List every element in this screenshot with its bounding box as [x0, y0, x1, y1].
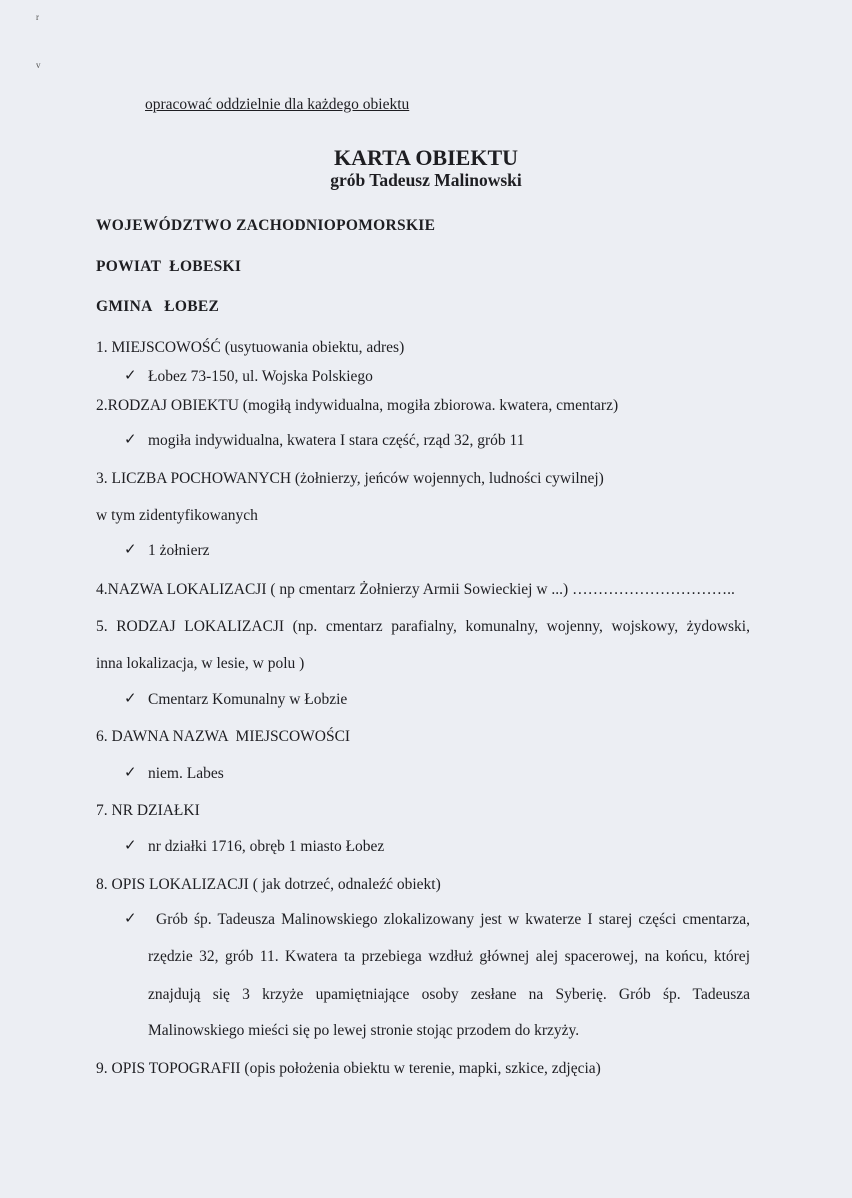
section-8-answer-line: znajdują się 3 krzyże upamiętniające osoby zesłane na Syberię. Grób śp. Tadeusza — [148, 986, 750, 1003]
section-4-label: 4.NAZWA LOKALIZACJI ( np cmentarz Żołnierzy Armii Sowieckiej w ...) ………………………….. — [96, 581, 735, 598]
section-8-answer-line: Malinowskiego mieści się po lewej stronie stojąc przodem do krzyży. — [148, 1022, 580, 1039]
section-5-answer: Cmentarz Komunalny w Łobzie — [148, 691, 348, 708]
section-9-label: 9. OPIS TOPOGRAFII (opis położenia obiektu w terenie, mapki, szkice, zdjęcia) — [96, 1060, 601, 1077]
check-icon: ✓ — [124, 838, 137, 854]
section-5-label-cont: inna lokalizacja, w lesie, w polu ) — [96, 655, 305, 672]
section-3-sublabel: w tym zidentyfikowanych — [96, 507, 258, 524]
section-6-label: 6. DAWNA NAZWA MIEJSCOWOŚCI — [96, 728, 351, 745]
gmina-heading: GMINA ŁOBEZ — [96, 298, 220, 315]
check-icon: ✓ — [124, 368, 137, 384]
section-8-answer-line: Grób śp. Tadeusza Malinowskiego zlokalizowany jest w kwaterze I starej części cmentarza, — [156, 911, 750, 928]
section-3-label: 3. LICZBA POCHOWANYCH (żołnierzy, jeńców wojennych, ludności cywilnej) — [96, 470, 604, 487]
section-1-label: 1. MIEJSCOWOŚĆ (usytuowania obiektu, adres) — [96, 339, 405, 356]
powiat-heading: POWIAT ŁOBESKI — [96, 258, 242, 275]
section-2-answer: mogiła indywidualna, kwatera I stara część, rząd 32, grób 11 — [148, 432, 525, 449]
check-icon: ✓ — [124, 542, 137, 558]
scan-mark: v — [36, 60, 41, 70]
section-7-label: 7. NR DZIAŁKI — [96, 802, 200, 819]
section-8-label: 8. OPIS LOKALIZACJI ( jak dotrzeć, odnaleźć obiekt) — [96, 876, 441, 893]
document-subtitle: grób Tadeusz Malinowski — [330, 170, 522, 190]
section-7-answer: nr działki 1716, obręb 1 miasto Łobez — [148, 838, 385, 855]
check-icon: ✓ — [124, 432, 137, 448]
document-title: KARTA OBIEKTU — [333, 145, 519, 170]
section-1-answer: Łobez 73-150, ul. Wojska Polskiego — [148, 368, 373, 385]
check-icon: ✓ — [124, 765, 137, 781]
section-5-label: 5. RODZAJ LOKALIZACJI (np. cmentarz parafialny, komunalny, wojenny, wojskowy, żydowski, — [96, 618, 750, 635]
check-icon: ✓ — [124, 691, 137, 707]
section-2-label: 2.RODZAJ OBIEKTU (mogiłą indywidualna, mogiła zbiorowa. kwatera, cmentarz) — [96, 397, 619, 414]
section-8-answer-line: rzędzie 32, grób 11. Kwatera ta przebiega wzdłuż głównej alej spacerowej, na końcu, której — [148, 948, 750, 965]
scan-mark: r — [36, 12, 39, 22]
instruction-note: opracować oddzielnie dla każdego obiektu — [145, 96, 410, 113]
section-3-answer: 1 żołnierz — [148, 542, 210, 559]
wojewodztwo-heading: WOJEWÓDZTWO ZACHODNIOPOMORSKIE — [96, 217, 436, 234]
section-6-answer: niem. Labes — [148, 765, 224, 782]
check-icon: ✓ — [124, 911, 137, 927]
